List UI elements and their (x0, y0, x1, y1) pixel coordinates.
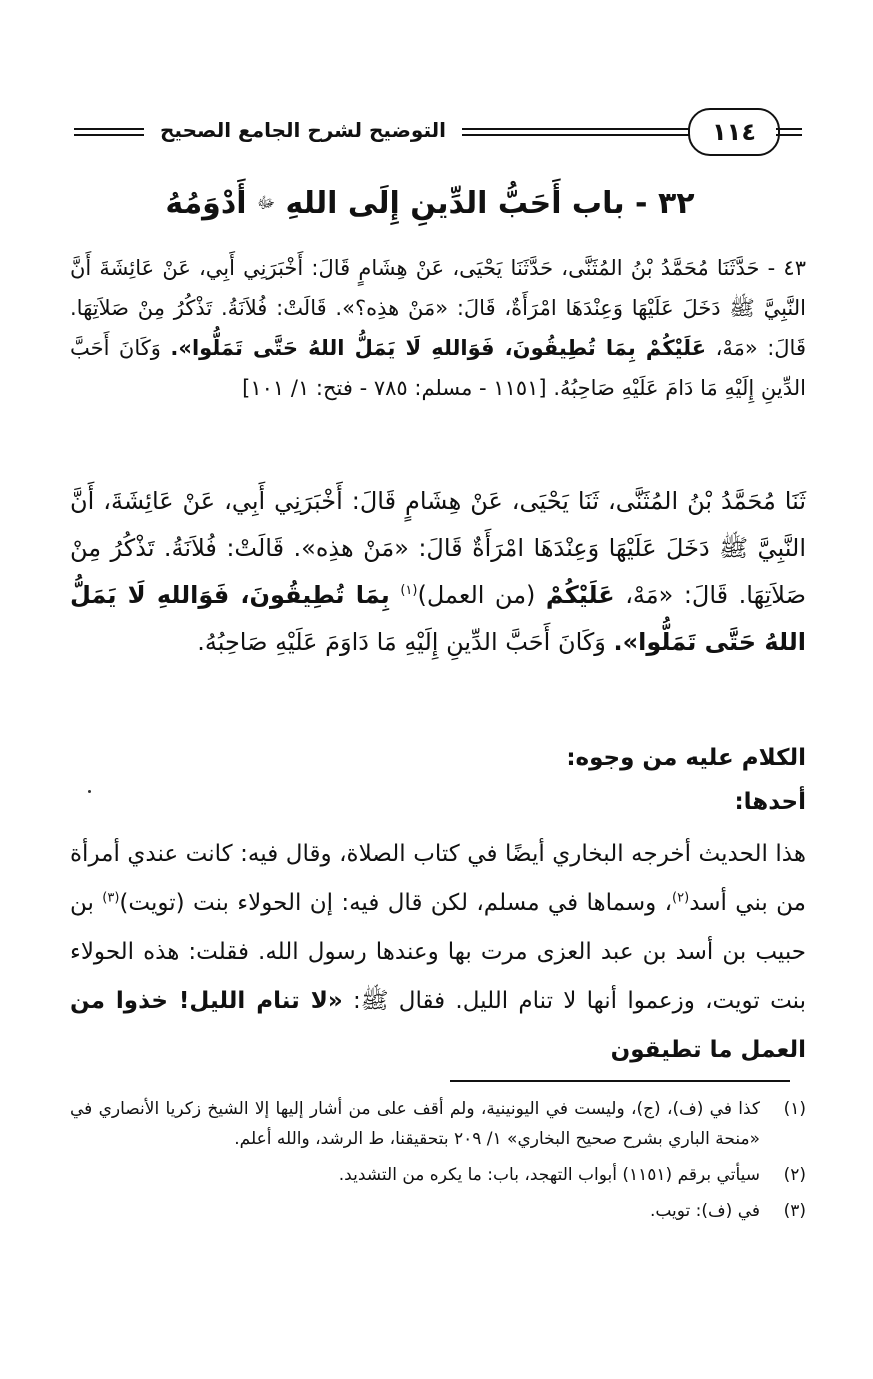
footnote-item (70, 1196, 806, 1226)
commentary-paragraph (70, 830, 806, 1075)
footnote-item (70, 1094, 806, 1154)
footnote-number: (٣) (783, 1201, 806, 1221)
variant-part-1: ثَنَا مُحَمَّدُ بْنُ المُثَنَّى، ثَنَا يَحْيَى، عَنْ هِشَامٍ قَالَ: أَخْبَرَنِي أَبِي، عَنْ عَائِشَةَ، أَنَّ النَّبِيَّ ﷺ دَخَلَ عَلَيْهَا وَعِنْدَهَا امْرَأَةٌ قَالَ: «مَنْ هذِه». قَالَتْ: فُلاَنَةُ. تَذْكُرُ مِنْ صَلاَتِهَا. قَالَ: «مَهْ، (70, 487, 807, 609)
footnote-marker-1: (١) (400, 583, 418, 598)
commentary-bold-quote: «لا تنام الليل! خذوا من العمل ما تطيقون (70, 988, 806, 1063)
variant-bold-1: عَلَيْكُمْ (545, 581, 615, 609)
footnote-separator (450, 1080, 790, 1082)
hadith-43: ٤٣ - حَدَّثَنَا مُحَمَّدُ بْنُ المُثَنَّى، حَدَّثَنَا يَحْيَى، عَنْ هِشَامٍ قَالَ: أَخْبَرَنِي أَبِي، عَنْ عَائِشَةَ أَنَّ النَّبِيَّ ﷺ دَخَلَ عَلَيْهَا وَعِنْدَهَا امْرَأَةٌ، قَالَ: «مَنْ هذِه؟». قَالَتْ: فُلاَنَةُ. تَذْكُرُ مِنْ صَلاَتِهَا. قَالَ: «مَهْ، عَلَيْكُمْ بِمَا تُطِيقُونَ، فَوَاللهِ لَا يَمَلُّ اللهُ حَتَّى تَمَلُّوا». وَكَانَ أَحَبَّ الدِّينِ إِلَيْهِ مَا دَامَ عَلَيْهِ صَاحِبُهُ. [١١٥١ - مسلم: ٧٨٥ - فتح: ١/ ١٠١] (70, 256, 806, 400)
chapter-heading (150, 186, 710, 221)
variant-rest: وَكَانَ أَحَبَّ الدِّينِ إِلَيْهِ مَا دَاوَمَ عَلَيْهِ صَاحِبُهُ. (197, 628, 606, 656)
hadith-matn-bold: عَلَيْكُمْ بِمَا تُطِيقُونَ، فَوَاللهِ لَا يَمَلُّ اللهُ حَتَّى تَمَلُّوا». (170, 336, 707, 360)
footnote-text: كذا في (ف)، (ج)، وليست في اليونينية، ولم أقف على من أشار إليها إلا الشيخ زكريا الأنصاري في «منحة الباري بشرح صحيح البخاري» ١/ ٢٠٩ بتحقيقنا، ط الرشد، والله أعلم. (70, 1099, 760, 1149)
page-number: ١١٤ (688, 108, 780, 156)
section-intro: الكلام عليه من وجوه: (566, 745, 806, 771)
footnote-text: في (ف): تويب. (649, 1201, 760, 1221)
footnote-number: (٢) (783, 1165, 806, 1185)
footnote-item (70, 1160, 806, 1190)
header-rule-tail (776, 128, 802, 140)
print-speck (88, 790, 91, 793)
header-rule-left (74, 128, 144, 140)
footnote-marker-2: (٢) (672, 890, 690, 906)
hadith-rest: وَكَانَ أَحَبَّ الدِّينِ إِلَيْهِ مَا دَامَ عَلَيْهِ صَاحِبُهُ. (70, 336, 806, 400)
commentary-part-2: ، وسماها في مسلم، لكن قال فيه: إن الحولاء بنت (تويت) (119, 890, 673, 916)
variant-bold-2: بِمَا تُطِيقُونَ، فَوَاللهِ لَا يَمَلُّ اللهُ حَتَّى تَمَلُّوا». (70, 581, 806, 656)
chapter-number: ٣٢ (657, 186, 695, 221)
variant-parenthetical: (من العمل) (417, 581, 536, 609)
hadith-number: ٤٣ (783, 256, 806, 280)
book-title: التوضيح لشرح الجامع الصحيح (160, 118, 446, 142)
footnote-text: سيأتي برقم (١١٥١) أبواب التهجد، باب: ما يكره من التشديد. (338, 1165, 760, 1185)
footnotes (70, 1094, 806, 1232)
commentary-part-1: هذا الحديث أخرجه البخاري أيضًا في كتاب الصلاة، وقال فيه: كانت عندي أمرأة من بني أسد (70, 841, 806, 916)
footnote-marker-3: (٣) (102, 890, 120, 906)
hadith-variant-text (70, 478, 806, 666)
honorific-glyph: ﷻ (256, 193, 276, 212)
chapter-title-after: أَدْوَمُهُ (165, 186, 247, 221)
running-header (70, 108, 802, 158)
chapter-title-before: باب أَحَبُّ الدِّينِ إِلَى اللهِ (285, 186, 625, 221)
chapter-dash: - (624, 186, 648, 221)
hadith-isnad: حَدَّثَنَا مُحَمَّدُ بْنُ المُثَنَّى، حَدَّثَنَا يَحْيَى، عَنْ هِشَامٍ قَالَ: أَخْبَرَنِي أَبِي، عَنْ عَائِشَةَ أَنَّ النَّبِيَّ ﷺ دَخَلَ عَلَيْهَا وَعِنْدَهَا امْرَأَةٌ، قَالَ: «مَنْ هذِه؟». قَالَتْ: فُلاَنَةُ. تَذْكُرُ مِنْ صَلاَتِهَا. قَالَ: «مَهْ، (70, 256, 806, 360)
section-first-heading: أحدها: (734, 789, 806, 815)
footnote-number: (١) (783, 1099, 806, 1119)
hadith-reference: [١١٥١ - مسلم: ٧٨٥ - فتح: ١/ ١٠١] (242, 376, 547, 400)
commentary-part-3: بن حبيب بن أسد بن عبد العزى مرت بها وعندها رسول الله. فقلت: هذه الحولاء بنت تويت، وزعموا أنها لا تنام الليل. فقال ﷺ: (70, 890, 806, 1014)
